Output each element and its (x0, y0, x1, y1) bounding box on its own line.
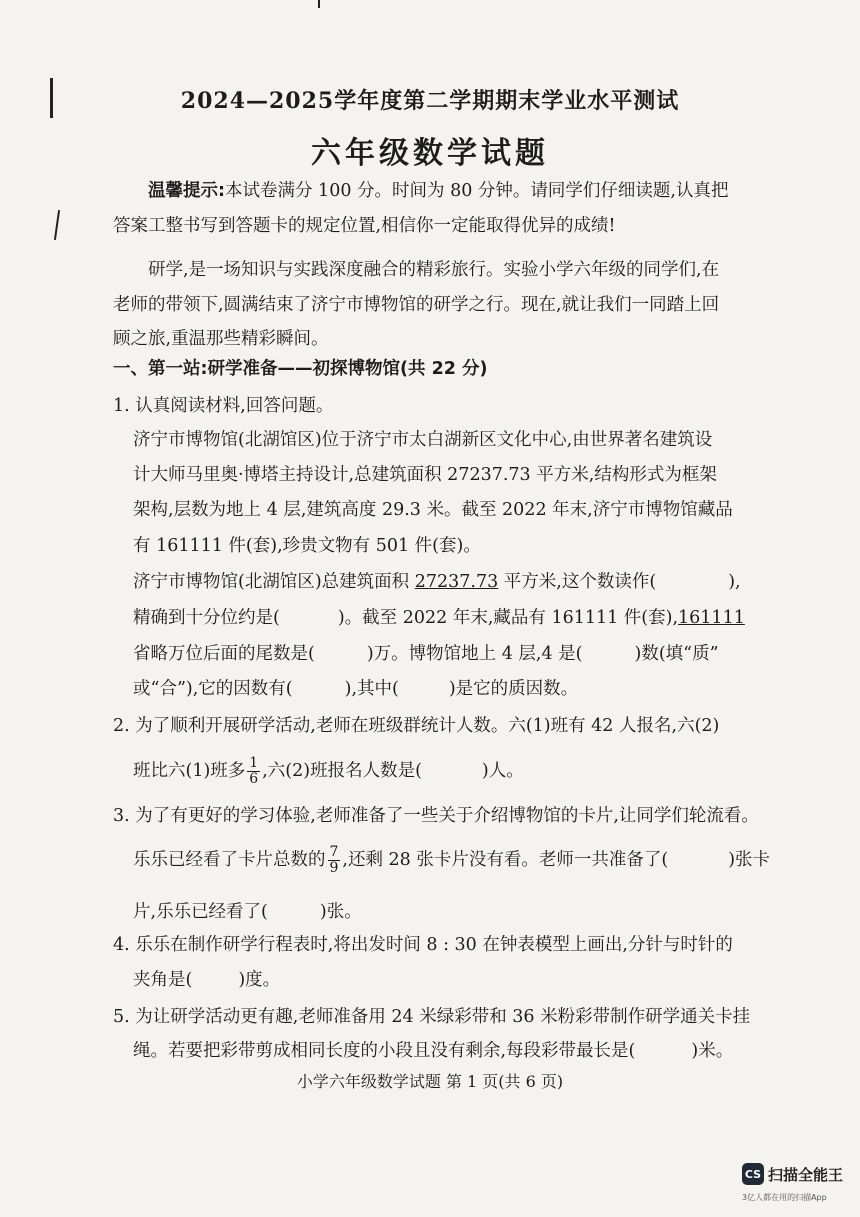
fraction-denominator: 9 (329, 860, 339, 876)
question-1-stem: 1. 认真阅读材料,回答问题。 (113, 396, 334, 416)
question-5-line-2 (133, 1043, 733, 1061)
text: )度。 (238, 970, 281, 990)
question-3-line-3 (133, 904, 362, 922)
fraction (328, 845, 341, 875)
question-4-line-1: 4. 乐乐在制作研学行程表时,将出发时间 8 : 30 在钟表模型上画出,分针与时针的 (113, 935, 733, 955)
text: )张卡 (728, 850, 771, 870)
tip-text: 本试卷满分 100 分。时间为 80 分钟。请同学们仔细读题,认真把 (225, 181, 729, 201)
scanner-watermark (742, 1163, 843, 1185)
text: ),其中( (344, 679, 399, 699)
scan-mark (54, 210, 60, 240)
question-1-line (133, 610, 745, 628)
exam-title: 2024—2025学年度第二学期期末学业水平测试 (180, 88, 680, 114)
tip-label: 温馨提示: (148, 181, 225, 201)
material-line: 计大师马里奥·博塔主持设计,总建筑面积 27237.73 平方米,结构形式为框架 (133, 465, 717, 485)
question-3-line-1: 3. 为了有更好的学习体验,老师准备了一些关于介绍博物馆的卡片,让同学们轮流看。 (113, 806, 759, 826)
question-2-line-2 (133, 752, 524, 790)
text: 平方米,这个数读作( (498, 572, 657, 592)
text: )数(填“质” (634, 644, 719, 664)
text: 济宁市博物馆(北湖馆区)总建筑面积 (133, 572, 415, 592)
text: )米。 (691, 1041, 734, 1061)
underlined-number: 161111 (678, 608, 745, 628)
fraction-numerator: 1 (249, 755, 259, 772)
section-title: 一、第一站:研学准备——初探博物馆(共 22 分) (113, 359, 488, 379)
text: 省略万位后面的尾数是( (133, 644, 315, 664)
question-1-line (133, 574, 741, 592)
material-line: 架构,层数为地上 4 层,建筑高度 29.3 米。截至 2022 年末,济宁市博物馆藏品 (133, 500, 733, 520)
text: 班比六(1)班多 (133, 761, 246, 781)
tip-line-1 (148, 183, 728, 201)
page-footer: 小学六年级数学试题 第 1 页(共 6 页) (296, 1072, 564, 1091)
text: ,六(2)班报名人数是( (262, 761, 422, 781)
story-line-1: 研学,是一场知识与实践深度融合的精彩旅行。实验小学六年级的同学们,在 (148, 260, 720, 280)
fraction-numerator: 7 (329, 844, 339, 861)
text: )。截至 2022 年末,藏品有 161111 件(套), (337, 608, 679, 628)
text: 夹角是( (133, 970, 193, 990)
scan-mark (318, 0, 320, 8)
watermark-name: 扫描全能王 (768, 1165, 844, 1184)
question-3-line-2 (133, 840, 770, 880)
question-1-line (133, 646, 719, 664)
subject-title: 六年级数学试题 (311, 136, 549, 171)
text: ), (728, 572, 741, 592)
text: 精确到十分位约是( (133, 608, 280, 628)
watermark-tagline: 3亿人都在用的扫描App (742, 1193, 827, 1202)
text: 乐乐已经看了卡片总数的 (133, 850, 326, 870)
camscanner-logo-icon: CS (742, 1163, 764, 1185)
story-line-3: 顾之旅,重温那些精彩瞬间。 (113, 329, 329, 349)
text: 片,乐乐已经看了( (133, 902, 268, 922)
fraction (247, 756, 260, 786)
material-line: 有 161111 件(套),珍贵文物有 501 件(套)。 (133, 536, 481, 556)
question-1-line (133, 681, 578, 699)
underlined-number: 27237.73 (414, 572, 499, 592)
text: )万。博物馆地上 4 层,4 是( (366, 644, 583, 664)
question-4-line-2 (133, 972, 280, 990)
text: )是它的质因数。 (448, 679, 579, 699)
fraction-denominator: 6 (249, 771, 259, 787)
tip-line-2: 答案工整书写到答题卡的规定位置,相信你一定能取得优异的成绩! (113, 216, 616, 236)
text: )人。 (481, 761, 524, 781)
text: ,还剩 28 张卡片没有看。老师一共准备了( (342, 850, 669, 870)
text: )张。 (319, 902, 362, 922)
material-line: 济宁市博物馆(北湖馆区)位于济宁市太白湖新区文化中心,由世界著名建筑设 (133, 430, 713, 450)
question-2-line-1: 2. 为了顺利开展研学活动,老师在班级群统计人数。六(1)班有 42 人报名,六(2) (113, 716, 720, 736)
text: 或“合”),它的因数有( (133, 679, 293, 699)
story-line-2: 老师的带领下,圆满结束了济宁市博物馆的研学之行。现在,就让我们一同踏上回 (113, 295, 720, 315)
text: 绳。若要把彩带剪成相同长度的小段且没有剩余,每段彩带最长是( (133, 1041, 636, 1061)
question-5-line-1: 5. 为让研学活动更有趣,老师准备用 24 米绿彩带和 36 米粉彩带制作研学通关卡挂 (113, 1007, 751, 1027)
